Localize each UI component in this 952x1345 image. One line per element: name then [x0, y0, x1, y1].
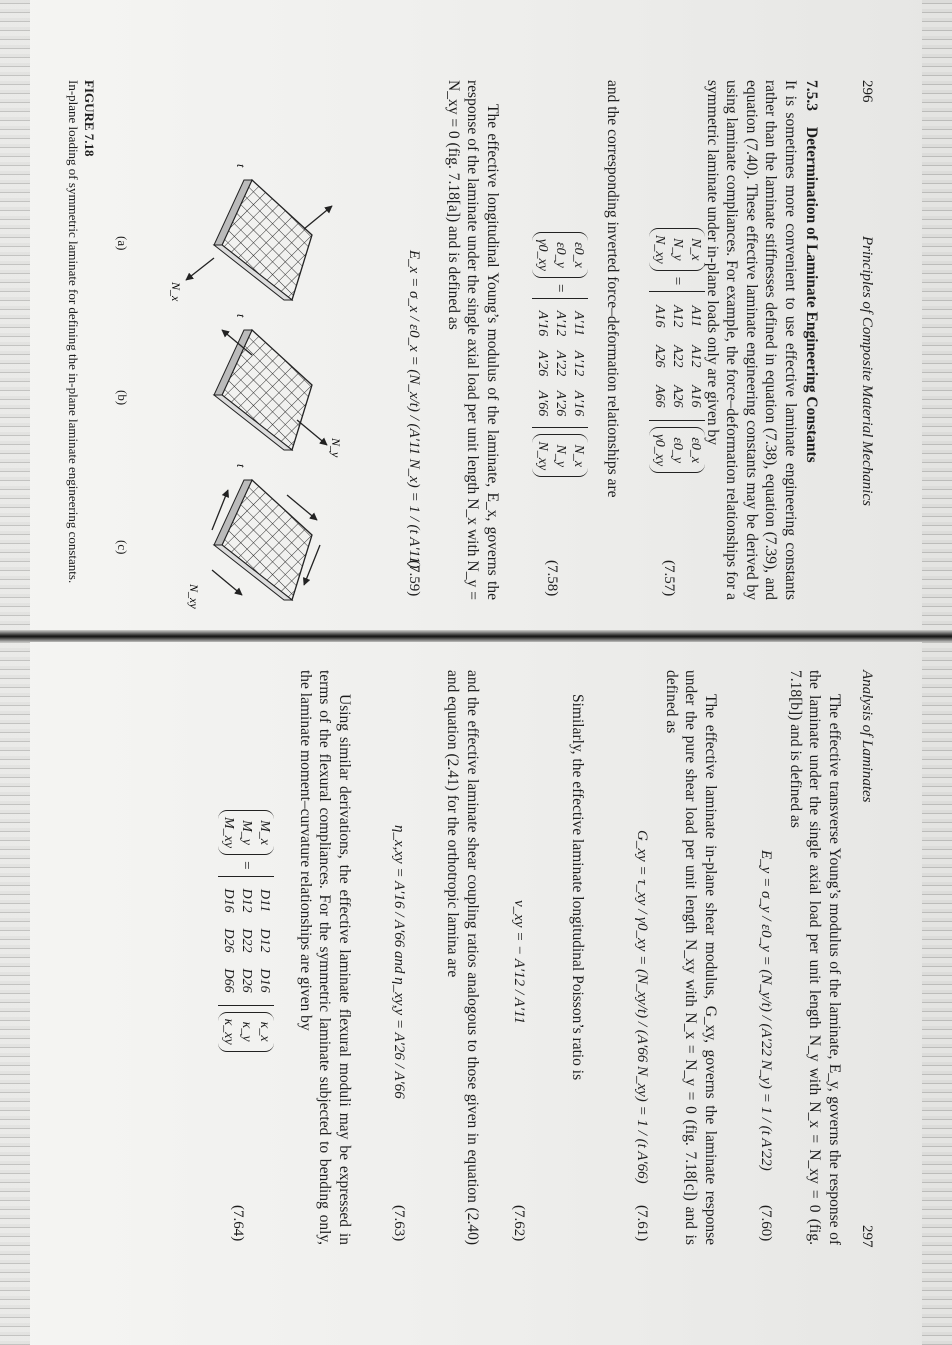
vector-cell: κ_xy	[221, 1018, 236, 1045]
vector-cell: γ0_xy	[535, 239, 550, 271]
vector-cell: M_x	[257, 820, 272, 845]
eq758-lhs-vector	[532, 232, 588, 278]
vector-cell: ε0_x	[688, 437, 703, 464]
matrix-cell: A22	[670, 344, 685, 368]
eq757-rhs-vector	[649, 427, 705, 473]
matrix-cell: A16	[688, 384, 703, 408]
matrix-cell: A66	[652, 384, 667, 408]
right-page	[0, 660, 952, 1300]
figure-sub-label-c: (c)	[115, 540, 130, 555]
vector-cell: N_y	[670, 238, 685, 261]
coupling-paragraph: and the effective laminate shear coupling ratios analogous to those given in equation (2.40) and equation (2.41) for the orthotropic lamina are	[444, 670, 481, 1245]
matrix-cell: D11	[257, 889, 272, 913]
equation-number: (7.62)	[511, 1205, 527, 1242]
vector-cell: N_xy	[652, 235, 667, 264]
figure-sub-label-b: (b)	[115, 390, 130, 406]
matrix-cell: A′66	[535, 390, 550, 417]
matrix-cell: A′12	[571, 350, 586, 377]
eq758-matrix	[532, 298, 588, 428]
figure-7-18-illustration	[132, 160, 362, 610]
figure-label: FIGURE 7.18	[82, 80, 97, 157]
page-number: 296	[859, 80, 875, 103]
matrix-cell: A11	[688, 305, 703, 327]
matrix-cell: D26	[221, 928, 236, 953]
equation-number: (7.57)	[661, 560, 677, 597]
matrix-cell: A26	[652, 344, 667, 368]
matrix-cell: D26	[239, 968, 254, 993]
equation-7-59: E_x = σ_x / ε0_x = (N_x/t) / (A′11 N_x) = 1 / (t A′11)	[406, 250, 422, 569]
equals-sign: =	[238, 861, 255, 870]
equation-7-58	[532, 232, 588, 477]
equation-number: (7.58)	[544, 560, 560, 597]
matrix-cell: D12	[257, 928, 272, 953]
eq757-matrix	[649, 291, 705, 421]
flexural-paragraph: Using similar derivations, the effective laminate flexural moduli may be expressed in terms of the flexural compliances. For the symmetric laminate subjected to bending only, the laminate moment–curvature relationships are given by	[297, 670, 353, 1245]
equation-number: (7.64)	[230, 1205, 246, 1242]
matrix-cell: A′26	[535, 350, 550, 377]
matrix-cell: A26	[670, 384, 685, 408]
equation-number: (7.63)	[391, 1205, 407, 1242]
matrix-cell: A′11	[571, 311, 586, 336]
vector-cell: γ0_xy	[652, 434, 667, 467]
matrix-cell: D12	[239, 888, 254, 913]
equation-number: (7.60)	[758, 1205, 774, 1242]
matrix-cell: A′12	[553, 310, 568, 337]
equation-7-61: G_xy = τ_xy / γ0_xy = (N_xy/t) / (A′66 N_xy) = 1 / (t A′66)	[634, 830, 650, 1184]
matrix-cell: A12	[688, 344, 703, 368]
load-label: N_y	[329, 438, 343, 458]
thickness-label: t	[234, 164, 248, 168]
matrix-cell: A′22	[553, 350, 568, 377]
figure-part-c	[187, 464, 320, 609]
vector-cell: κ_x	[257, 1021, 272, 1042]
matrix-cell: A′16	[571, 390, 586, 417]
load-label: N_x	[169, 282, 183, 302]
equation-number: (7.59)	[406, 560, 422, 597]
matrix-cell: A16	[652, 304, 667, 328]
vector-cell: κ_y	[239, 1021, 254, 1042]
eq758-rhs-vector	[532, 434, 588, 477]
matrix-cell: A′26	[553, 390, 568, 417]
vector-cell: ε0_y	[553, 242, 568, 268]
vector-cell: N_x	[571, 444, 586, 468]
figure-caption-text: In-plane loading of symmetric laminate for defining the in-plane laminate engineering constants.	[66, 80, 81, 584]
load-label: N_xy	[187, 584, 201, 609]
equals-sign: =	[552, 283, 569, 293]
figure-sub-label-a: (a)	[115, 236, 130, 251]
connector-text: and the corresponding inverted force–deformation relationships are	[604, 80, 621, 498]
section-title: Determination of Laminate Engineering Constants	[803, 126, 820, 463]
longitudinal-paragraph: The effective longitudinal Young’s modulus of the laminate, E_x, governs the response of the laminate under the single axial load per unit length N_x with N_y = N_xy = 0 (fig. 7.18[a]) and is defined as	[445, 80, 501, 600]
vector-cell: N_y	[553, 444, 568, 468]
matrix-cell: D66	[221, 968, 236, 993]
transverse-paragraph: The effective transverse Young’s modulus of the laminate, E_y, governs the response of the laminate under the single axial load per unit length N_y with N_x = N_xy = 0 (fig. 7.18[b]) and is defined as	[787, 670, 843, 1245]
running-head: Principles of Composite Material Mechanics	[859, 236, 875, 506]
poisson-text: Similarly, the effective laminate longitudinal Poisson’s ratio is	[569, 694, 586, 1081]
vector-cell: M_y	[239, 820, 254, 845]
matrix-cell: A′16	[535, 310, 550, 337]
figure-part-b	[214, 314, 343, 458]
matrix-cell: D16	[221, 888, 236, 913]
matrix-cell: D16	[257, 968, 272, 993]
matrix-cell: D22	[239, 928, 254, 953]
vector-cell: N_x	[688, 238, 703, 261]
eq764-lhs-vector	[218, 810, 274, 855]
running-head: Analysis of Laminates	[859, 670, 875, 803]
equation-number: (7.61)	[634, 1205, 650, 1242]
eq764-matrix	[218, 876, 274, 1006]
eq764-rhs-vector	[218, 1012, 274, 1052]
vector-cell: ε0_x	[571, 242, 586, 268]
thickness-label: t	[234, 464, 248, 468]
equation-7-60: E_y = σ_y / ε0_y = (N_y/t) / (A′22 N_y) = 1 / (t A′22)	[758, 850, 774, 1171]
vector-cell: ε0_y	[670, 437, 685, 464]
section-number: 7.5.3	[803, 80, 820, 111]
equation-7-62: ν_xy = − A′12 / A′11	[511, 900, 527, 1024]
eq757-lhs-vector	[649, 228, 705, 271]
vector-cell: N_xy	[535, 441, 550, 471]
intro-paragraph: It is sometimes more convenient to use effective laminate engineering constants rather than the laminate stiffnesses defined in equation (7.38), equation (7.39), and equation (7.40). These effective laminate engineering constants may be derived by using laminate compliances. For example, the force–deformation relationships for a symmetric laminate under in-plane loads only are given by	[704, 80, 799, 600]
shear-paragraph: The effective laminate in-plane shear modulus, G_xy, governs the laminate response under the pure shear load per unit length N_xy with N_x = N_y = 0 (fig. 7.18[c]) and is defined as	[663, 670, 719, 1245]
section-heading	[802, 80, 820, 463]
thickness-label: t	[234, 314, 248, 318]
equals-sign: =	[669, 276, 686, 286]
equation-7-57	[649, 228, 705, 473]
left-page	[0, 0, 952, 640]
vector-cell: M_xy	[221, 817, 236, 849]
figure-caption	[65, 80, 97, 640]
equation-7-63: η_x,xy = A′16 / A′66 and η_xy,y = A′26 / A′66	[391, 825, 407, 1099]
page-number: 297	[859, 1225, 875, 1248]
figure-part-a	[169, 164, 332, 302]
equation-7-64	[218, 810, 274, 1052]
matrix-cell: A12	[670, 304, 685, 328]
